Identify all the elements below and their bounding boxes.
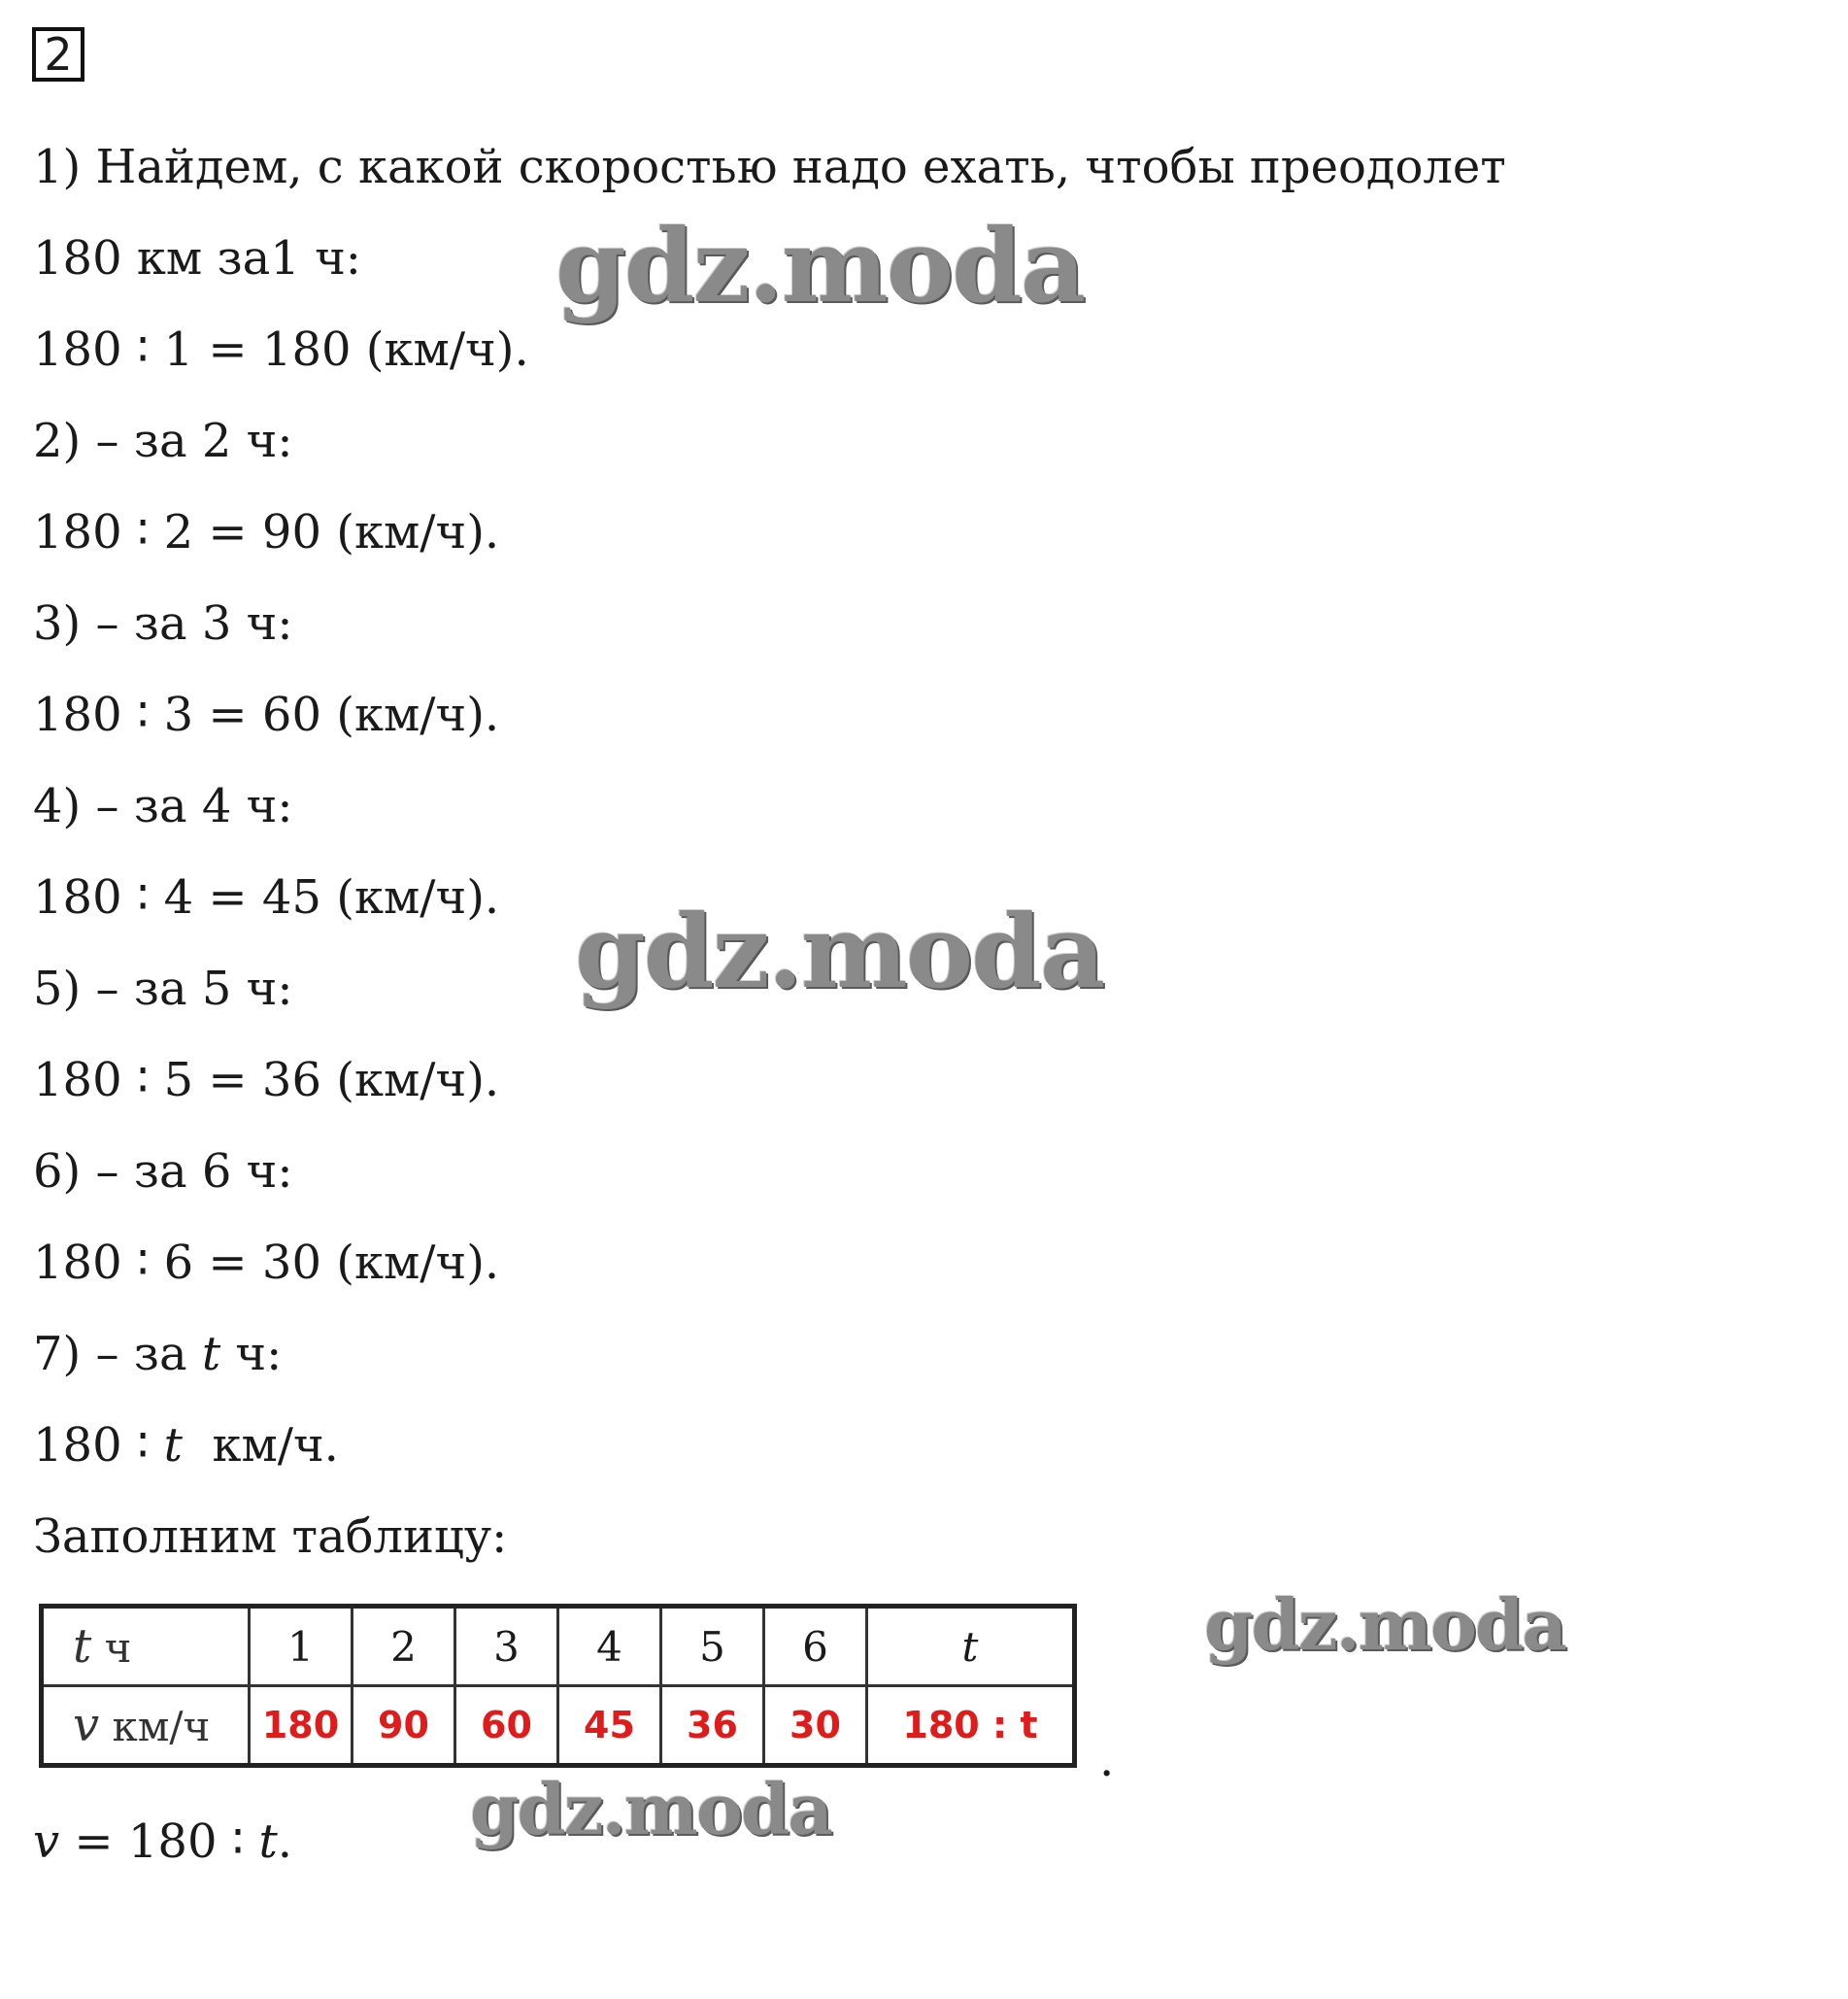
solution-line-15: 180 ∶ t км/ч. — [33, 1418, 339, 1473]
row-header-time: t ч — [42, 1607, 250, 1686]
solution-line-11: 180 ∶ 5 = 36 (км/ч). — [33, 1053, 500, 1107]
watermark: gdz.moda — [555, 206, 1085, 325]
watermark: gdz.moda — [575, 892, 1104, 1011]
solution-line-1: 1) Найдем, с какой скоростью надо ехать, чтобы преодолет — [33, 140, 1506, 194]
solution-line-14: 7) – за t ч: — [33, 1327, 283, 1381]
speed-cell: 45 — [558, 1686, 661, 1766]
solution-line-2: 180 км за1 ч: — [33, 231, 361, 286]
speed-cell: 36 — [661, 1686, 764, 1766]
solution-line-8: 4) – за 4 ч: — [33, 779, 293, 833]
row-header-speed: v км/ч — [42, 1686, 250, 1766]
time-cell: 2 — [353, 1607, 455, 1686]
time-cell: 6 — [764, 1607, 867, 1686]
table-row-speed — [42, 1686, 1075, 1766]
solution-line-5: 180 ∶ 2 = 90 (км/ч). — [33, 505, 500, 559]
speed-cell: 30 — [764, 1686, 867, 1766]
speed-cell: 90 — [353, 1686, 455, 1766]
solution-line-7: 180 ∶ 3 = 60 (км/ч). — [33, 688, 500, 742]
time-cell: 3 — [455, 1607, 558, 1686]
time-cell: 1 — [250, 1607, 353, 1686]
solution-line-9: 180 ∶ 4 = 45 (км/ч). — [33, 870, 500, 925]
solution-line-6: 3) – за 3 ч: — [33, 596, 293, 651]
task-number-badge: 2 — [32, 27, 84, 82]
solution-line-3: 180 ∶ 1 = 180 (км/ч). — [33, 322, 529, 377]
solution-line-4: 2) – за 2 ч: — [33, 414, 293, 468]
time-cell: 4 — [558, 1607, 661, 1686]
table-row-time — [42, 1607, 1075, 1686]
time-cell: 5 — [661, 1607, 764, 1686]
speed-time-table — [39, 1604, 1077, 1768]
solution-line-10: 5) – за 5 ч: — [33, 962, 293, 1016]
watermark: gdz.moda — [1204, 1583, 1565, 1666]
speed-cell: 180 — [250, 1686, 353, 1766]
time-cell: t — [867, 1607, 1075, 1686]
watermark: gdz.moda — [470, 1768, 831, 1850]
solution-line-13: 180 ∶ 6 = 30 (км/ч). — [33, 1236, 500, 1290]
speed-cell: 180 : t — [867, 1686, 1075, 1766]
table-end-dot: . — [1099, 1733, 1115, 1787]
speed-cell: 60 — [455, 1686, 558, 1766]
table-intro: Заполним таблицу: — [33, 1509, 508, 1564]
solution-line-12: 6) – за 6 ч: — [33, 1144, 293, 1199]
final-formula: v = 180 ∶ t. — [33, 1814, 293, 1869]
